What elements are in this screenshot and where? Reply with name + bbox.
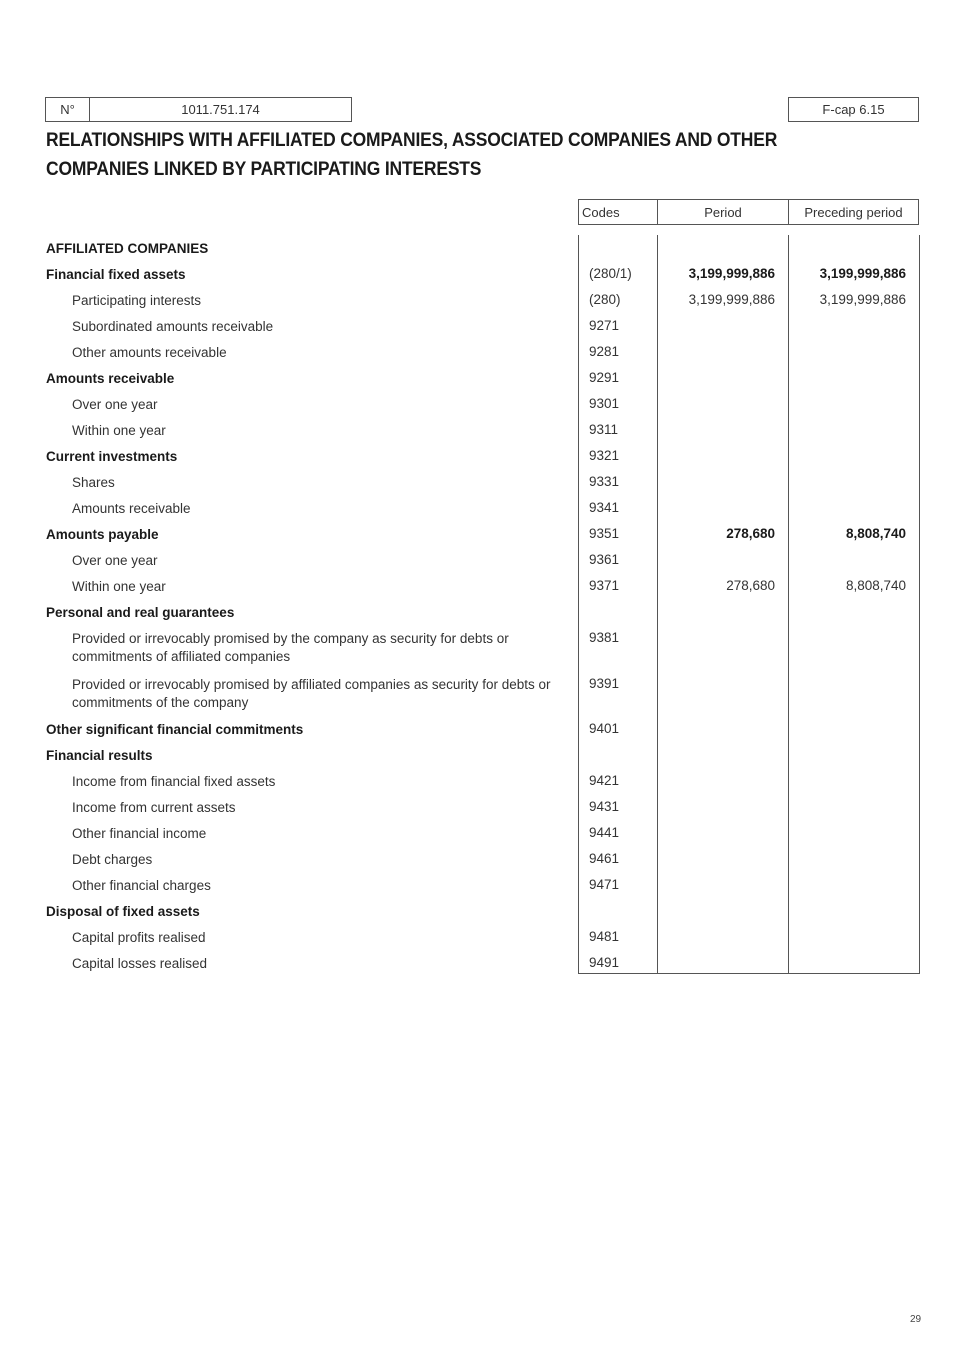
row-label: Capital profits realised: [72, 930, 206, 945]
row-code: 9291: [589, 370, 620, 385]
row-label: Other amounts receivable: [72, 345, 227, 360]
row-label: Financial fixed assets: [46, 267, 186, 282]
row-label: Provided or irrevocably promised by affiliated companies as security for debts or commitments of the company: [72, 677, 551, 710]
row-label: Disposal of fixed assets: [46, 904, 200, 919]
row-code: 9341: [589, 500, 620, 515]
row-label: Personal and real guarantees: [46, 605, 235, 620]
row-label: Other financial income: [72, 826, 207, 841]
row-code: (280/1): [589, 266, 632, 281]
preceding-column-frame: [788, 235, 920, 974]
row-code: 9401: [589, 721, 620, 736]
row-code: 9351: [589, 526, 620, 541]
row-code: 9461: [589, 851, 620, 866]
row-label: Income from current assets: [72, 800, 236, 815]
column-header-period: Period: [657, 199, 789, 225]
row-label: Participating interests: [72, 293, 202, 308]
row-label: Over one year: [72, 397, 158, 412]
row-period-value: 3,199,999,886: [688, 266, 775, 281]
row-code: 9431: [589, 799, 620, 814]
row-code: 9371: [589, 578, 620, 593]
row-label: Capital losses realised: [72, 956, 208, 971]
row-code: 9281: [589, 344, 620, 359]
row-label: Debt charges: [72, 852, 153, 867]
row-period-value: 278,680: [726, 578, 775, 593]
row-code: 9441: [589, 825, 620, 840]
row-code: 9271: [589, 318, 620, 333]
row-label: Other significant financial commitments: [46, 722, 304, 737]
company-number: 1011.751.174: [89, 97, 352, 122]
row-label: Other financial charges: [72, 878, 211, 893]
row-label: Shares: [72, 475, 115, 490]
row-label: Within one year: [72, 579, 166, 594]
row-period-value: 278,680: [726, 526, 775, 541]
row-code: 9311: [589, 422, 619, 437]
row-code: 9331: [589, 474, 620, 489]
row-label: Provided or irrevocably promised by the company as security for debts or commitments of affiliated companies: [72, 631, 509, 664]
row-label: Current investments: [46, 449, 178, 464]
row-label: Financial results: [46, 748, 153, 763]
row-preceding-value: 3,199,999,886: [819, 292, 906, 307]
column-header-preceding-period: Preceding period: [788, 199, 919, 225]
row-code: 9421: [589, 773, 620, 788]
row-code: 9491: [589, 955, 620, 970]
row-code: 9481: [589, 929, 620, 944]
row-code: 9321: [589, 448, 620, 463]
row-period-value: 3,199,999,886: [688, 292, 775, 307]
row-label: Over one year: [72, 553, 158, 568]
row-label: Amounts receivable: [46, 371, 175, 386]
row-code: 9471: [589, 877, 620, 892]
form-code: F-cap 6.15: [788, 97, 919, 122]
row-preceding-value: 3,199,999,886: [819, 266, 906, 281]
row-code: 9301: [589, 396, 620, 411]
column-header-codes: Codes: [578, 199, 658, 225]
row-label: Income from financial fixed assets: [72, 774, 276, 789]
row-code: 9391: [589, 676, 620, 691]
row-code: (280): [589, 292, 621, 307]
row-label: Amounts receivable: [72, 501, 191, 516]
row-label: Within one year: [72, 423, 166, 438]
period-column-frame: [657, 235, 789, 974]
row-code: 9381: [589, 630, 620, 645]
page-number: 29: [910, 1314, 922, 1325]
row-label: Amounts payable: [46, 527, 159, 542]
number-label: N°: [45, 97, 90, 122]
row-label: Subordinated amounts receivable: [72, 319, 274, 334]
row-preceding-value: 8,808,740: [845, 578, 906, 593]
row-label: AFFILIATED COMPANIES: [46, 241, 209, 256]
page-title: RELATIONSHIPS WITH AFFILIATED COMPANIES, ASSOCIATED COMPANIES AND OTHER COMPANIES LINKED BY PARTICIPATING INTERESTS: [46, 130, 778, 180]
row-preceding-value: 8,808,740: [845, 526, 906, 541]
row-code: 9361: [589, 552, 620, 567]
